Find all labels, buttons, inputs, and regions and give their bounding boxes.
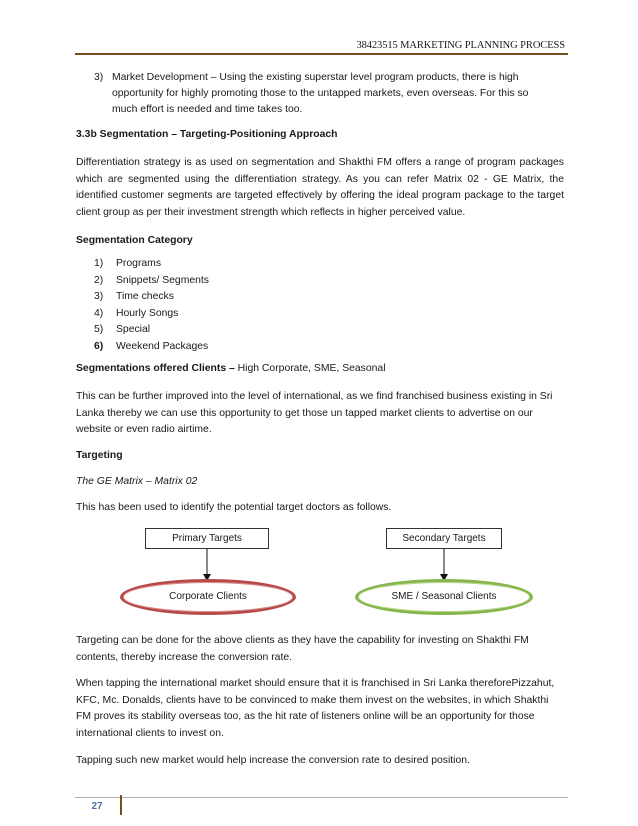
list-item: 4) Hourly Songs	[94, 307, 179, 319]
targeting-heading: Targeting	[76, 450, 123, 461]
corporate-clients-label: Corporate Clients	[169, 591, 247, 602]
secondary-targets-box: Secondary Targets	[386, 528, 502, 549]
final-paragraph: Tapping such new market would help increase the conversion rate to desired position.	[76, 755, 470, 766]
section-heading: 3.3b Segmentation – Targeting-Positioning Approach	[76, 129, 338, 140]
list-number: 3)	[94, 72, 104, 83]
differentiation-paragraph: Differentiation strategy is as used on segmentation and Shakthi FM offers a range of program packages which are segmented using the differentiation strategy. As you can refer Matrix 02 - GE Matrix, the identified customer segments are targeted effectively by offering the ideal program package to the target client group as per their investment strength which reflects in higher perceived value.	[76, 157, 564, 218]
international-line-2: Lanka thereby we can use this opportunity to get those un tapped market clients to advertise on our	[76, 407, 533, 419]
footer-divider	[75, 797, 568, 798]
targeting-para-line-1: Targeting can be done for the above clients as they have the capability for investing on Shakthi FM	[76, 635, 529, 646]
segments-offered-value: High Corporate, SME, Seasonal	[234, 363, 386, 374]
list-item: 1) Programs	[94, 258, 162, 269]
list-item: 3) Time checks	[94, 291, 174, 302]
corporate-clients-ellipse	[120, 579, 296, 615]
international-line-1: This can be further improved into the level of international, as we find franchised business existing in Sri	[76, 391, 553, 402]
page-number: 27	[91, 801, 103, 812]
ge-matrix-caption: The GE Matrix – Matrix 02	[76, 476, 198, 487]
intl-market-line-3: FM proves its stability overseas too, as the hit rate of listeners online will be an opportunity for those	[76, 711, 535, 722]
page-header-title: 38423515 MARKETING PLANNING PROCESS	[356, 40, 565, 51]
intl-market-line-4: international clients to invest on.	[76, 727, 224, 739]
international-line-3: website or even radio airtime.	[76, 424, 212, 435]
identify-targets-text: This has been used to identify the potential target doctors as follows.	[76, 502, 392, 513]
market-development-line-1: Market Development – Using the existing superstar level program products, there is high	[112, 72, 519, 83]
list-item: 2) Snippets/ Segments	[94, 274, 209, 286]
list-item: 5) Special	[94, 324, 151, 335]
segments-offered-label: Segmentations offered Clients –	[76, 363, 235, 374]
primary-targets-box: Primary Targets	[145, 528, 269, 549]
intl-market-line-2: KFC, Mc. Donalds, clients have to be convinced to make them invest on the websites, in which Shakthi	[76, 694, 549, 706]
sme-seasonal-label: SME / Seasonal Clients	[391, 591, 497, 602]
intl-market-line-1: When tapping the international market should ensure that it is franchised in Sri Lanka thereforePizzahut,	[76, 678, 555, 689]
segmentation-category-heading: Segmentation Category	[76, 235, 193, 246]
market-development-line-3: much effort is needed and time takes too.	[112, 104, 303, 115]
list-item: 6) Weekend Packages	[94, 340, 209, 352]
market-development-line-2: opportunity for highly promoting those to the untapped markets, even overseas. For this so	[112, 88, 529, 99]
targeting-para-line-2: contents, thereby increase the conversion rate.	[76, 651, 293, 663]
sme-seasonal-ellipse	[355, 579, 533, 615]
footer-accent-bar	[120, 795, 122, 815]
